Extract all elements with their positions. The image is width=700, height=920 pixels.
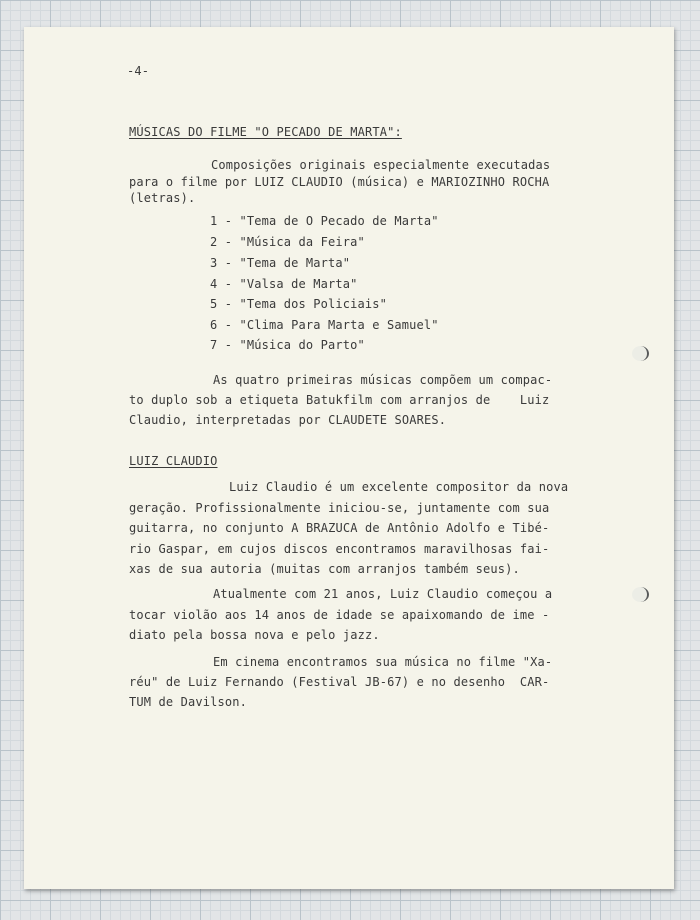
intro-line: Composições originais especialmente executadas [211, 158, 551, 172]
bio-line: Luiz Claudio é um excelente compositor da nova [229, 480, 569, 494]
bio-line: guitarra, no conjunto A BRAZUCA de Antônio Adolfo e Tibé- [129, 521, 550, 535]
intro-line: (letras). [129, 191, 196, 205]
bio-line: rio Gaspar, em cujos discos encontramos maravilhosas fai- [129, 542, 550, 556]
bio-line: xas de sua autoria (muitas com arranjos também seus). [129, 562, 520, 576]
note-line: As quatro primeiras músicas compõem um compac- [213, 373, 553, 387]
punch-hole [632, 587, 649, 602]
bio-line: tocar violão aos 14 anos de idade se apaixomando de ime - [129, 608, 550, 622]
note-line: Claudio, interpretadas por CLAUDETE SOARES. [129, 413, 447, 427]
song-item: 7 - "Música do Parto" [210, 338, 365, 352]
song-item: 3 - "Tema de Marta" [210, 256, 351, 270]
document-page [24, 27, 674, 889]
bio-line: Em cinema encontramos sua música no filme "Xa- [213, 655, 553, 669]
song-item: 4 - "Valsa de Marta" [210, 277, 358, 291]
bio-line: Atualmente com 21 anos, Luiz Claudio começou a [213, 587, 553, 601]
punch-hole [632, 346, 649, 361]
song-item: 1 - "Tema de O Pecado de Marta" [210, 214, 439, 228]
bio-line: diato pela bossa nova e pelo jazz. [129, 628, 380, 642]
page-number: -4- [127, 64, 150, 78]
song-item: 5 - "Tema dos Policiais" [210, 297, 387, 311]
bio-line: geração. Profissionalmente iniciou-se, juntamente com sua [129, 501, 550, 515]
songs-heading: MÚSICAS DO FILME "O PECADO DE MARTA": [129, 125, 402, 139]
note-line: to duplo sob a etiqueta Batukfilm com arranjos de Luiz [129, 393, 550, 407]
bio-heading: LUIZ CLAUDIO [129, 454, 218, 468]
bio-line: TUM de Davilson. [129, 695, 247, 709]
intro-line: para o filme por LUIZ CLAUDIO (música) e MARIOZINHO ROCHA [129, 175, 550, 189]
bio-line: réu" de Luiz Fernando (Festival JB-67) e no desenho CAR- [129, 675, 550, 689]
song-item: 6 - "Clima Para Marta e Samuel" [210, 318, 439, 332]
song-item: 2 - "Música da Feira" [210, 235, 365, 249]
